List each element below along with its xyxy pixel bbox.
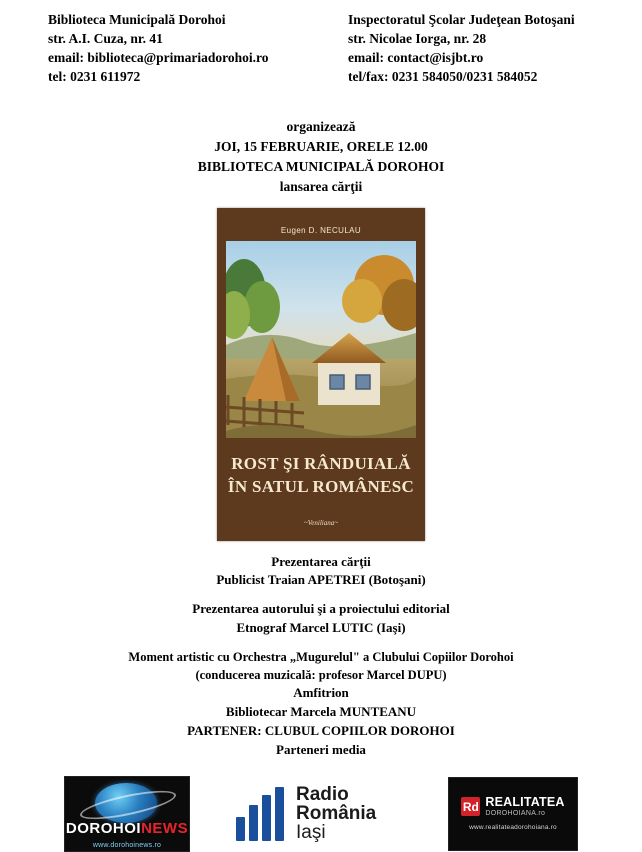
header-right-institution [348, 10, 620, 87]
artistic-moment-line-1: Moment artistic cu Orchestra „Mugurelul" a Clubului Copiilor Dorohoi [128, 650, 514, 664]
radio-word-radio: Radio [296, 783, 349, 805]
announcement-venue: BIBLIOTECA MUNICIPALĂ DOROHOI [197, 159, 445, 175]
realitatea-url: www.realitateadorohoiana.ro [469, 823, 557, 831]
announcement-subject: lansarea cărţii [279, 179, 363, 195]
host-person: Bibliotecar Marcela MUNTEANU [225, 704, 417, 720]
cover-painting [226, 241, 416, 438]
dorohoi-news-wordmark [65, 820, 189, 837]
inspectorate-name: Inspectoratul Şcolar Judeţean Botoşani [348, 12, 575, 27]
radio-word-romania: România [296, 802, 377, 824]
realitatea-names [485, 796, 564, 816]
artistic-moment-line-2: (conducerea muzicală: profesor Marcel DUPU) [195, 668, 447, 683]
book-presentation-block [0, 553, 642, 591]
book-author: Eugen D. NECULAU [280, 225, 362, 235]
announcement-organizes: organizează [286, 118, 356, 134]
author-presentation-person: Etnograf Marcel LUTIC (Iaşi) [236, 620, 406, 636]
dorohoi-news-logo[interactable] [64, 776, 190, 852]
author-presentation-block [0, 600, 642, 638]
inspectorate-phone: tel/fax: 0231 584050/0231 584052 [348, 69, 538, 85]
dorohoi-news-word-1: DOROHOI [65, 819, 142, 837]
book-presentation-label: Prezentarea cărţii [271, 553, 371, 569]
event-credits [0, 553, 642, 760]
host-label: Amfitrion [293, 685, 349, 701]
book-cover-container [0, 208, 642, 541]
book-title [217, 453, 425, 499]
book-title-line-2: ÎN SATUL ROMÂNESC [227, 476, 415, 496]
author-presentation-label: Prezentarea autorului şi a proiectului editorial [192, 601, 450, 617]
realitatea-wordmark [461, 796, 564, 816]
dorohoi-news-word-2: NEWS [141, 819, 189, 837]
artistic-moment-block [0, 648, 642, 760]
book-cover [217, 208, 425, 541]
globe-icon [95, 783, 157, 823]
realitatea-dorohoiana-logo[interactable] [448, 777, 578, 851]
radio-romania-wordmark [296, 785, 376, 843]
realitatea-subtitle: DOROHOIANA.ro [485, 809, 546, 817]
book-presentation-person: Publicist Traian APETREI (Botoşani) [216, 572, 426, 588]
realitatea-title: REALITATEA [485, 795, 565, 810]
header-left-institution [48, 10, 348, 87]
radio-word-iasi: Iaşi [296, 822, 326, 844]
announcement-date-time: JOI, 15 FEBRUARIE, ORELE 12.00 [214, 138, 428, 154]
inspectorate-address: str. Nicolae Iorga, nr. 28 [348, 31, 487, 47]
dorohoi-news-url: www.dorohoinews.ro [92, 841, 162, 849]
library-address: str. A.I. Cuza, nr. 41 [48, 31, 163, 47]
library-name: Biblioteca Municipală Dorohoi [48, 12, 226, 27]
book-publisher: ~Veniliana~ [303, 518, 338, 527]
header [0, 0, 642, 87]
event-announcement [0, 117, 642, 198]
partner-line: PARTENER: CLUBUL COPIILOR DOROHOI [187, 722, 455, 738]
book-title-line-1: ROST ŞI RÂNDUIALĂ [231, 453, 411, 473]
library-phone: tel: 0231 611972 [48, 69, 141, 85]
painting-svg [226, 241, 416, 438]
media-partner-logos [0, 776, 642, 852]
media-partners-label: Parteneri media [276, 741, 366, 757]
library-email: email: biblioteca@primariadorohoi.ro [48, 50, 269, 66]
radio-romania-iasi-logo[interactable] [234, 778, 404, 850]
radio-bars-icon [234, 787, 288, 841]
inspectorate-email: email: contact@isjbt.ro [348, 50, 484, 66]
realitatea-badge-icon: Rd [461, 797, 480, 816]
